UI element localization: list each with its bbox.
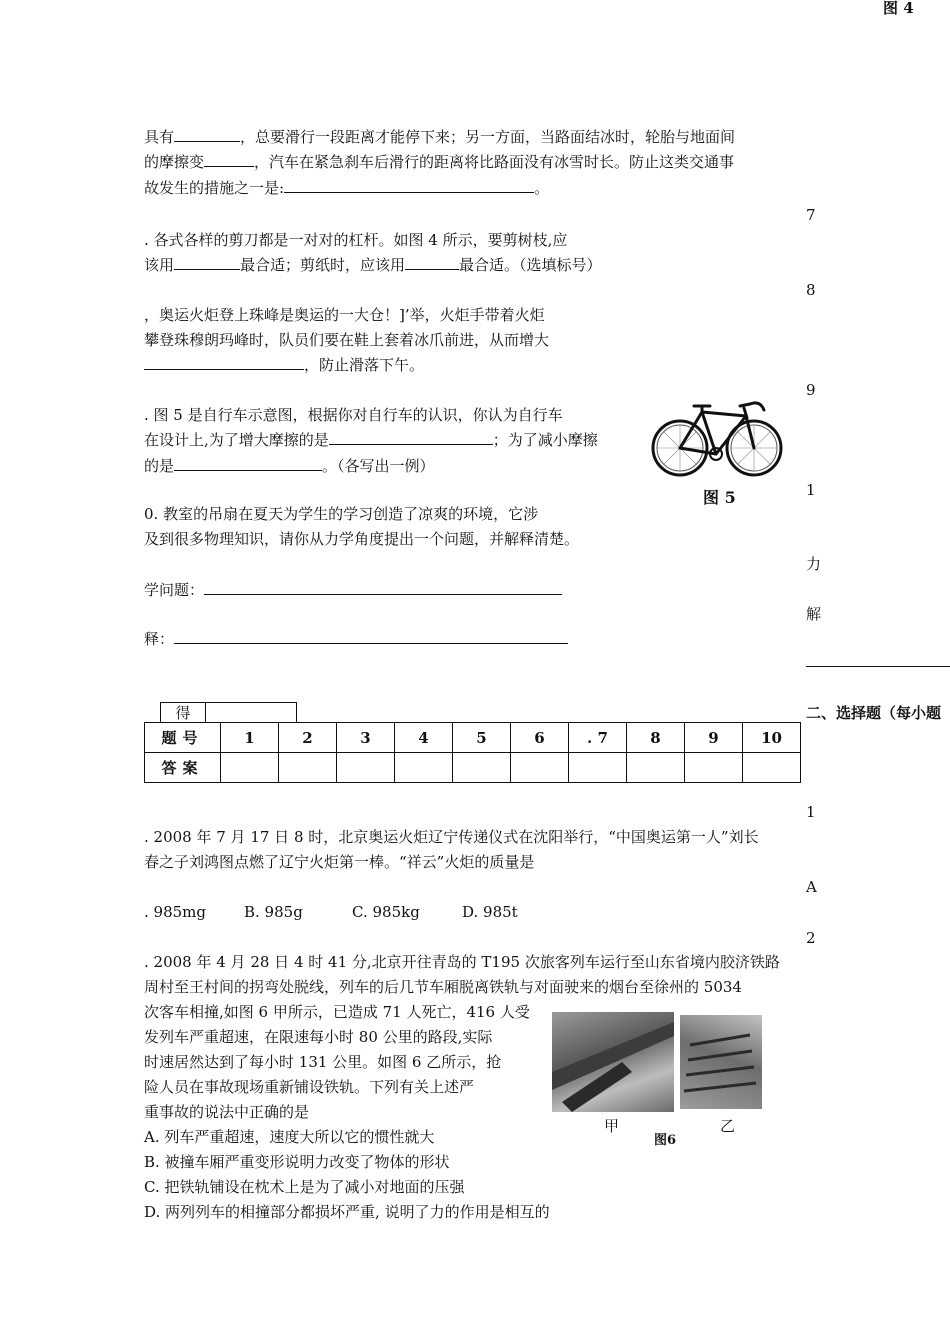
table-header-answer: 答案: [145, 753, 221, 783]
q6-line3: [144, 176, 549, 201]
figure-6-jia-label: 甲: [604, 1117, 620, 1135]
q9-text: 在设计上,为了增大摩擦的是: [144, 431, 329, 449]
mc2-line2: 周村至王村间的拐弯处脱线，列车的后几节车厢脱离铁轨与对面驶来的烟台至徐州的 5034: [144, 978, 742, 996]
photo-yi-detail: [680, 1015, 762, 1109]
score-label: 得: [161, 703, 206, 723]
margin-text: 力: [806, 555, 822, 573]
q9-line1: . 图 5 是自行车示意图，根据你对自行车的认识，你认为自行车: [144, 406, 563, 424]
mc2-option-c[interactable]: C. 把铁轨铺设在枕术上是为了减小对地面的压强: [144, 1178, 465, 1196]
mc1-option-a[interactable]: . 985mg: [144, 903, 206, 921]
answer-cell[interactable]: [337, 753, 395, 783]
q7-blank-2[interactable]: [405, 253, 459, 270]
q10-answer-row: [144, 627, 568, 652]
mc2-line7: 重事故的说法中正确的是: [144, 1103, 310, 1121]
q9-text: 的是: [144, 457, 175, 475]
mc1-line2: 春之子刘鸿图点燃了辽宁火炬第一棒。“祥云”火炬的质量是: [144, 853, 535, 871]
mc2-line3: 次客车相撞,如图 6 甲所示，已造成 71 人死亡，416 人受: [144, 1003, 530, 1021]
q8-blank[interactable]: [144, 353, 304, 370]
q10-line1: 0. 教室的吊扇在夏天为学生的学习创造了凉爽的环境，它涉: [144, 505, 539, 523]
margin-rule: [806, 666, 950, 667]
answer-table-number-row: [145, 723, 801, 753]
figure-6-label: 图6: [654, 1133, 677, 1148]
q10-question-blank[interactable]: [204, 578, 562, 595]
table-cell-number: 6: [511, 723, 569, 753]
answer-cell[interactable]: [743, 753, 801, 783]
q9-line2: [144, 428, 598, 453]
q6-blank-3[interactable]: [284, 176, 534, 193]
table-header-question-number: 题号: [145, 723, 221, 753]
q6-text: ，总要滑行一段距离才能停下来；另一方面，当路面结冰时，轮胎与地面间: [240, 128, 736, 146]
section-2-heading: 二、选择题（每小题: [806, 704, 942, 722]
margin-number: 2: [806, 929, 816, 947]
margin-text: A: [806, 878, 817, 896]
mc2-line4: 发列车严重超速，在限速每小时 80 公里的路段,实际: [144, 1028, 493, 1046]
table-cell-number: 9: [685, 723, 743, 753]
q7-text: 最合适。（选填标号）: [459, 256, 602, 274]
score-box: [160, 702, 297, 723]
q10-question-label: 学问题：: [144, 581, 205, 599]
q6-text: 故发生的措施之一是:: [144, 179, 285, 197]
track-repair-photo-yi: [680, 1015, 762, 1109]
q6-text: 。: [534, 179, 550, 197]
q6-text: ，汽车在紧急刹车后滑行的距离将比路面没有冰雪时长。防止这类交通事: [254, 153, 735, 171]
margin-number: 8: [806, 281, 816, 299]
q9-blank-1[interactable]: [329, 428, 493, 445]
q9-text: 。（各写出一例）: [322, 457, 435, 475]
q7-blank-1[interactable]: [174, 253, 240, 270]
margin-text: 解: [806, 605, 822, 623]
mc2-option-d[interactable]: D. 两列列车的相撞部分都损坏严重, 说明了力的作用是相互的: [144, 1203, 550, 1221]
mc1-option-b[interactable]: B. 985g: [244, 903, 303, 921]
mc1-option-c[interactable]: C. 985kg: [352, 903, 420, 921]
figure-6-yi-label: 乙: [720, 1117, 736, 1135]
answer-cell[interactable]: [511, 753, 569, 783]
q8-line2: 攀登珠穆朗玛峰时，队员们要在鞋上套着冰爪前进，从而增大: [144, 331, 550, 349]
mc2-line6: 险人员在事故现场重新铺设铁轨。下列有关上述严: [144, 1078, 475, 1096]
margin-number: 7: [806, 206, 816, 224]
q6-line2: [144, 150, 734, 175]
mc1-line1: . 2008 年 7 月 17 日 8 时，北京奥运火炬辽宁传递仪式在沈阳举行，“中国奥运第一人”刘长: [144, 828, 759, 846]
q7-text: 最合适；剪纸时，应该用: [240, 256, 406, 274]
figure-4-label: 图 4: [883, 0, 914, 17]
table-cell-number: 8: [627, 723, 685, 753]
mc2-line5: 时速居然达到了每小时 131 公里。如图 6 乙所示，抢: [144, 1053, 502, 1071]
answer-cell[interactable]: [279, 753, 337, 783]
mc1-option-d[interactable]: D. 985t: [462, 903, 518, 921]
q10-answer-label: 释：: [144, 630, 175, 648]
table-cell-number: 1: [221, 723, 279, 753]
answer-cell[interactable]: [627, 753, 685, 783]
train-wreck-photo-jia: [552, 1012, 674, 1112]
answer-cell[interactable]: [569, 753, 627, 783]
q8-line3: [144, 353, 424, 378]
q7-line1: . 各式各样的剪刀都是一对对的杠杆。如图 4 所示，要剪树枝,应: [144, 231, 568, 249]
mc2-option-a[interactable]: A. 列车严重超速，速度大所以它的惯性就大: [144, 1128, 435, 1146]
q9-text: ；为了减小摩擦: [492, 431, 598, 449]
q7-line2: [144, 253, 602, 278]
q6-text: 具有: [144, 128, 175, 146]
table-cell-number: . 7: [569, 723, 627, 753]
q10-line2: 及到很多物理知识，请你从力学角度提出一个问题，并解释清楚。: [144, 530, 580, 548]
q8-text: ，防止滑落下午。: [304, 356, 425, 374]
table-cell-number: 3: [337, 723, 395, 753]
answer-table: [144, 722, 801, 783]
answer-table-answer-row: [145, 753, 801, 783]
margin-number: 1: [806, 803, 816, 821]
table-cell-number: 4: [395, 723, 453, 753]
q10-question-row: [144, 578, 562, 603]
q6-line1: [144, 125, 735, 150]
q10-answer-blank[interactable]: [174, 627, 568, 644]
table-cell-number: 5: [453, 723, 511, 753]
mc2-option-b[interactable]: B. 被撞车厢严重变形说明力改变了物体的形状: [144, 1153, 450, 1171]
q9-blank-2[interactable]: [174, 454, 322, 471]
table-cell-number: 2: [279, 723, 337, 753]
q6-blank-2[interactable]: [204, 150, 254, 167]
q7-text: 该用: [144, 256, 175, 274]
answer-cell[interactable]: [395, 753, 453, 783]
q9-line3: [144, 454, 435, 479]
answer-cell[interactable]: [685, 753, 743, 783]
photo-jia-detail: [552, 1012, 674, 1112]
mc2-line1: . 2008 年 4 月 28 日 4 时 41 分,北京开往青岛的 T195 次旅客列车运行至山东省境内胶济铁路: [144, 953, 780, 971]
margin-number: 1: [806, 481, 816, 499]
table-cell-number: 10: [743, 723, 801, 753]
figure-5-label: 图 5: [703, 488, 736, 507]
answer-cell[interactable]: [453, 753, 511, 783]
q8-line1: ，奥运火炬登上珠峰是奥运的一大仓！]’举，火炬手带着火炬: [144, 306, 545, 324]
q6-text: 的摩擦变: [144, 153, 205, 171]
q6-blank-1[interactable]: [174, 125, 240, 142]
answer-cell[interactable]: [221, 753, 279, 783]
margin-number: 9: [806, 381, 816, 399]
bicycle-figure: [650, 390, 785, 490]
